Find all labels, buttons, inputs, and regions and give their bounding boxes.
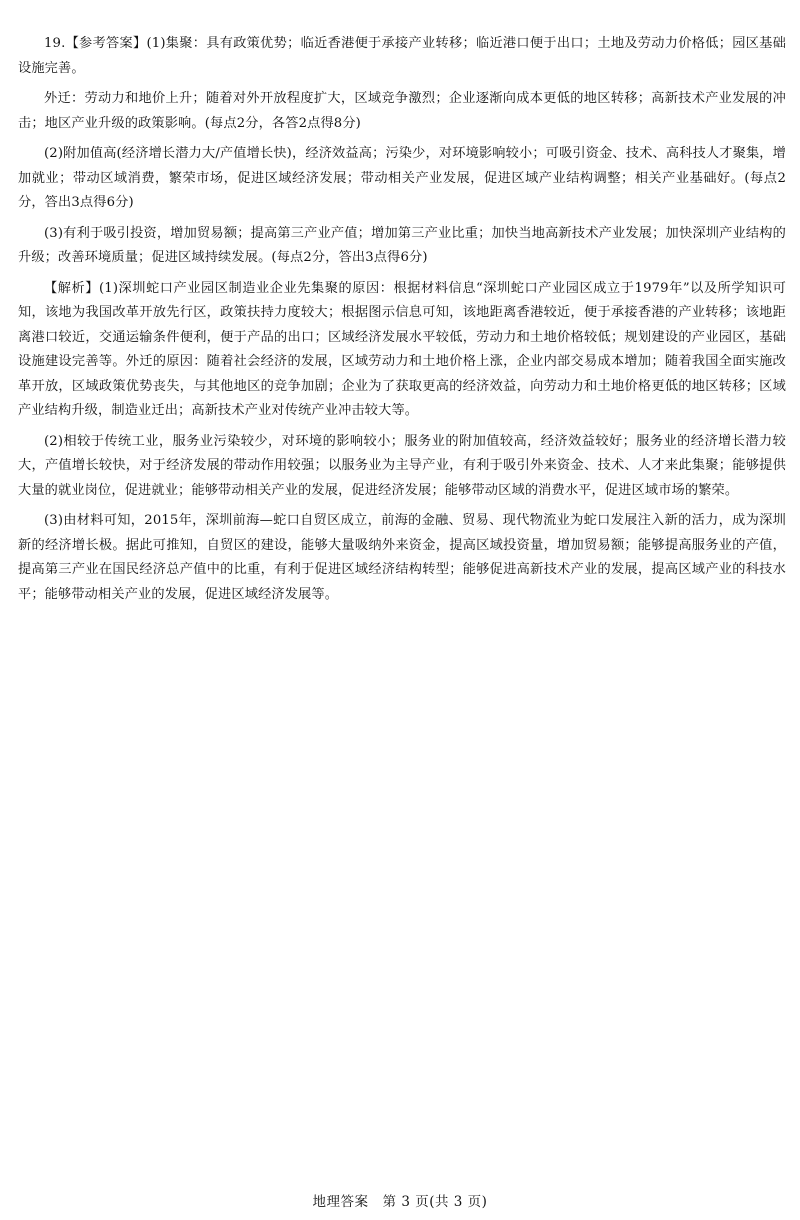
answer-19-part2: (2)附加值高(经济增长潜力大/产值增长快)，经济效益高；污染少，对环境影响较小；可吸引资金、技术、高科技人才聚集，增加就业；带动区域消费，繁荣市场，促进区域经济发展；带动相关产业发展，促进区域产业结构调整；相关产业基础好。(每点2分，答出3点得6分) bbox=[18, 146, 786, 210]
analysis-part2: (2)相较于传统工业，服务业污染较少，对环境的影响较小；服务业的附加值较高，经济效益较好；服务业的经济增长潜力较大，产值增长较快，对于经济发展的带动作用较强；以服务业为主导产业，有利于吸引外来资金、技术、人才来此集聚；能够提供大量的就业岗位，促进就业；能够带动相关产业的发展，促进经济发展；能够带动区域的消费水平，促进区域市场的繁荣。 bbox=[18, 433, 786, 498]
analysis-part1: 【解析】(1)深圳蛇口产业园区制造业企业先集聚的原因：根据材料信息“深圳蛇口产业园区成立于1979年”以及所学知识可知，该地为我国改革开放先行区，政策扶持力度较大；根据图示信息可知，该地距离香港较近，便于承接香港的产业转移；该地距离港口较近，交通运输条件便利，便于产品的出口；区域经济发展水平较低，劳动力和土地价格较低；规划建设的产业园区，基础设施建设完善等。外迁的原因：随着社会经济的发展，区域劳动力和土地价格上涨，企业内部交易成本增加；随着我国全面实施改革开放，区域政策优势丧失，与其他地区的竞争加剧；企业为了获取更高的经济效益，向劳动力和土地价格更低的地区转移；区域产业结构升级，制造业迁出；高新技术产业对传统产业冲击较大等。 bbox=[18, 280, 786, 418]
page-footer: 地理答案 第 3 页(共 3 页) bbox=[312, 1194, 488, 1210]
answer-19-part3: (3)有利于吸引投资，增加贸易额；提高第三产业产值；增加第三产业比重；加快当地高新技术产业发展；加快深圳产业结构的升级；改善环境质量；促进区域持续发展。(每点2分，答出3点得6分) bbox=[18, 225, 786, 265]
analysis-part3: (3)由材料可知，2015年，深圳前海—蛇口自贸区成立，前海的金融、贸易、现代物流业为蛇口发展注入新的活力，成为深圳新的经济增长极。据此可推知，自贸区的建设，能够大量吸纳外来资金，提高区域投资量，增加贸易额；能够提高服务业的产值，提高第三产业在国民经济总产值中的比重，有利于促进区域经济结构转型；能够促进高新技术产业的发展，提高区域产业的科技水平；能够带动相关产业的发展，促进区域经济发展等。 bbox=[18, 513, 786, 602]
answer-19-part1-move: 外迁：劳动力和地价上升；随着对外开放程度扩大，区域竞争激烈；企业逐渐向成本更低的地区转移；高新技术产业发展的冲击；地区产业升级的政策影响。(每点2分，各答2点得8分) bbox=[18, 91, 786, 131]
document-body bbox=[18, 32, 786, 613]
answer-19-part1-gather: 19.【参考答案】(1)集聚：具有政策优势；临近香港便于承接产业转移；临近港口便于出口；土地及劳动力价格低；园区基础设施完善。 bbox=[18, 36, 786, 76]
